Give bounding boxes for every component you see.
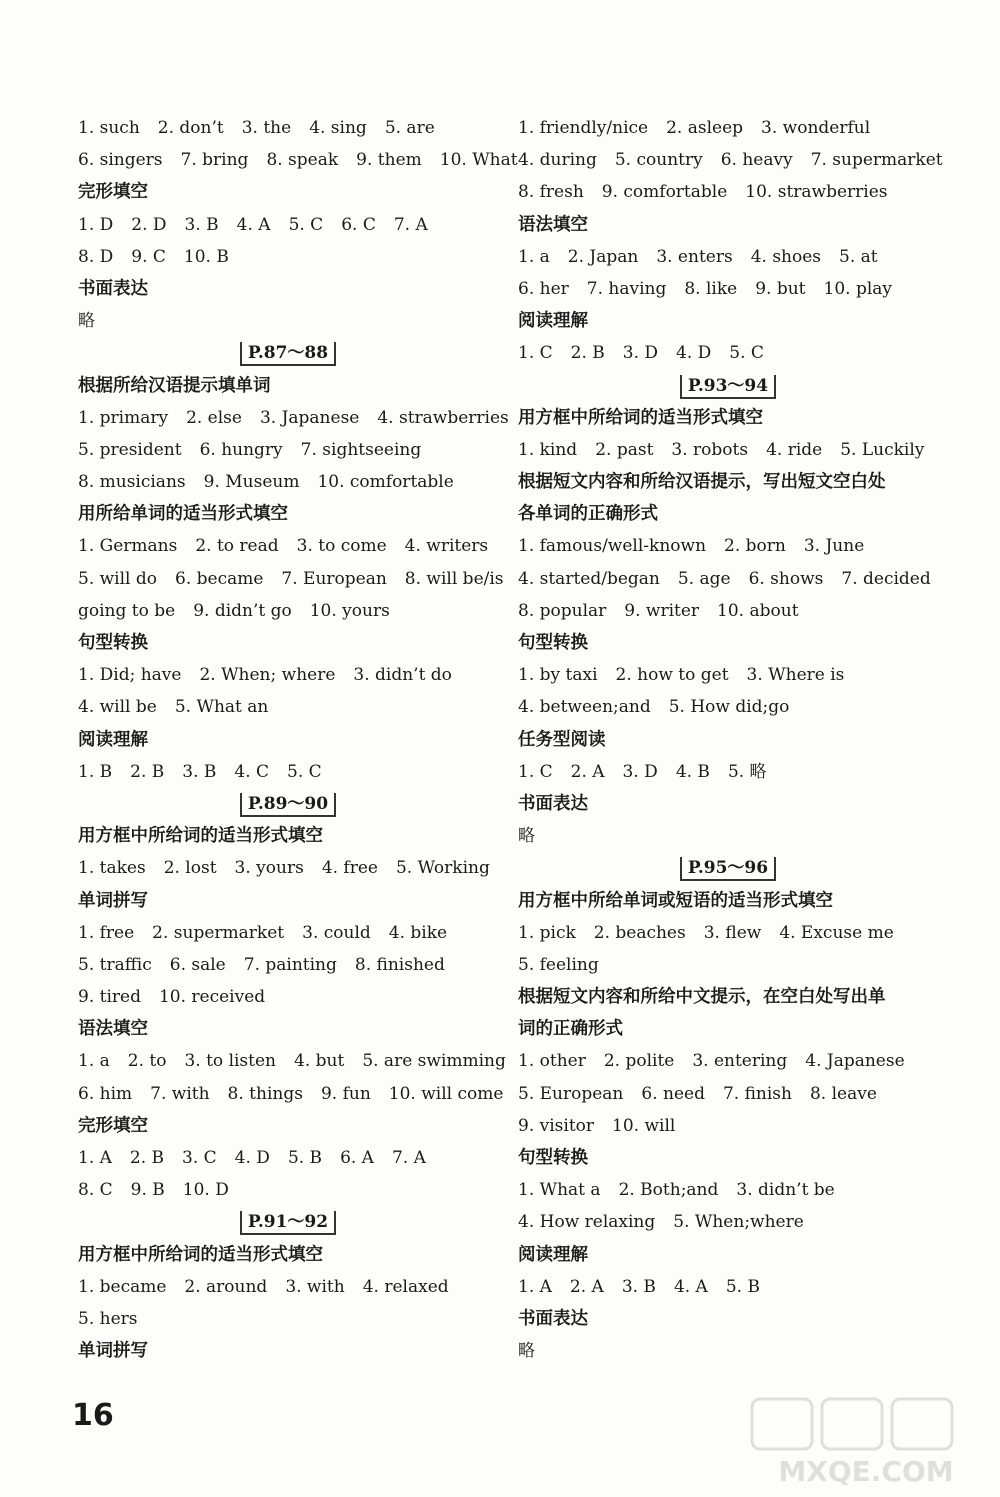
answer-item: 5. European [518, 1083, 624, 1104]
answer-item: 3. C [182, 1148, 217, 1168]
answer-item: 3. Where is [746, 665, 845, 686]
answer-line [78, 402, 509, 434]
answer-item: 9. but [755, 278, 806, 299]
answer-item: 2. past [595, 439, 654, 460]
answer-item: 5. at [839, 246, 878, 267]
section-heading: 各单词的正确形式 [518, 504, 658, 525]
answer-item: 10. comfortable [317, 472, 454, 493]
answer-item: 7. A [393, 214, 428, 235]
answer-item: 4. will be [78, 697, 157, 718]
section-heading: 书面表达 [518, 1308, 588, 1329]
answer-item: 9. them [356, 150, 422, 171]
answer-item: 5. B [287, 1148, 323, 1168]
answer-item: 10. yours [309, 600, 390, 621]
section-heading: 句型转换 [518, 1148, 588, 1168]
section-heading: 用方框中所给词的适当形式填空 [518, 407, 763, 428]
answer-line [78, 691, 498, 723]
answer-item: 5. president [78, 439, 182, 460]
answer-item: 2. born [724, 536, 786, 557]
answer-item: 9. Museum [203, 472, 300, 493]
answer-item: 8. will be/is [404, 568, 504, 589]
answer-item: 7. A [391, 1148, 426, 1168]
answer-line [518, 1271, 938, 1303]
answer-line [518, 273, 938, 305]
answer-item: 2. B [130, 761, 165, 782]
section-heading: 根据短文内容和所给中文提示，在空白处写出单 [518, 987, 886, 1008]
answer-item: 3. the [241, 118, 292, 138]
answer-item: 2. beaches [593, 922, 686, 943]
answer-line [518, 1110, 938, 1142]
answer-item: 3. D [622, 343, 659, 364]
answer-item: 8. like [684, 278, 738, 299]
answer-item: 5. are swimming [362, 1051, 506, 1072]
omitted-answer: 略 [78, 311, 95, 332]
answer-line [518, 176, 938, 208]
answer-item: 4. but [294, 1051, 345, 1072]
answer-line [518, 112, 938, 144]
answer-item: 1. by taxi [518, 665, 598, 686]
page-range-label [78, 1206, 498, 1238]
answer-item: 5. age [677, 568, 731, 589]
page-range-text: P.89～90 [240, 793, 336, 817]
answer-item: 7. with [150, 1083, 210, 1104]
answer-item: 2. D [131, 214, 167, 235]
answer-line [518, 1206, 938, 1238]
answer-item: 4. during [518, 150, 597, 171]
section-heading: 用方框中所给词的适当形式填空 [78, 1244, 323, 1265]
page-number: 16 [72, 1398, 114, 1433]
answer-item: 5. When;where [673, 1212, 804, 1233]
answer-item: 1. friendly/nice [518, 118, 649, 138]
answer-item: 3. flew [703, 922, 762, 943]
answer-item: 3. B [621, 1276, 656, 1297]
answer-item: 3. didn’t do [353, 665, 452, 686]
answer-item: 6. became [175, 568, 264, 589]
answer-item: 4. D [676, 343, 712, 364]
answer-item: 2. A [570, 761, 605, 782]
answer-item: 10. received [158, 987, 266, 1008]
answer-line [518, 756, 938, 788]
answer-item: 8. speak [266, 150, 339, 171]
answer-item: 4. relaxed [362, 1276, 449, 1297]
answer-line [518, 917, 938, 949]
answer-line [78, 434, 498, 466]
answer-item: 1. C [518, 761, 553, 782]
answer-item: 1. Germans [78, 536, 178, 557]
section-heading: 语法填空 [78, 1019, 148, 1040]
answer-line [518, 1078, 938, 1110]
section-heading: 书面表达 [78, 278, 148, 299]
answer-item: 6. singers [78, 150, 163, 171]
answer-item: 3. robots [671, 439, 749, 460]
answer-item: 6. need [641, 1083, 705, 1104]
answer-item: 4. between;and [518, 697, 651, 718]
section-heading: 任务型阅读 [518, 729, 606, 750]
answer-line [78, 949, 498, 981]
answer-line [518, 144, 943, 176]
page-range-text: P.95～96 [680, 857, 776, 881]
answer-item: 2. A [569, 1276, 604, 1297]
answer-item: 4. writers [404, 536, 489, 557]
answer-item: 7. decided [841, 568, 931, 589]
answer-line [518, 241, 938, 273]
answer-item: 4. Excuse me [779, 922, 894, 943]
answer-item: 10. play [823, 278, 893, 299]
answer-item: 5. C [287, 761, 322, 782]
answer-item: 5. are [384, 118, 435, 138]
answer-item: 10. will come [388, 1083, 504, 1104]
answer-item: 4. ride [766, 439, 823, 460]
answer-item: 4. A [673, 1276, 708, 1297]
answer-item: 1. takes [78, 858, 146, 879]
answer-item: 7. finish [722, 1083, 792, 1104]
answer-item: 3. to listen [184, 1051, 277, 1072]
answer-item: 9. comfortable [601, 182, 728, 203]
answer-line [78, 917, 498, 949]
answer-line [518, 691, 938, 723]
answer-item: 1. became [78, 1276, 167, 1297]
answer-item: 10. strawberries [745, 182, 888, 203]
answer-item: 5. 略 [727, 761, 767, 782]
answer-line [78, 209, 498, 241]
answer-item: 6. heavy [720, 150, 793, 171]
answer-item: 3. yours [234, 858, 304, 879]
answer-item: 10. about [717, 600, 799, 621]
answer-item: 4. free [321, 858, 378, 879]
answer-line [518, 595, 938, 627]
answer-item: 6. C [341, 214, 376, 235]
answer-item: 1. pick [518, 922, 576, 943]
answer-line [78, 241, 498, 273]
answer-item: 4. C [234, 761, 270, 782]
answer-item: 6. hungry [199, 439, 283, 460]
answer-item: 1. kind [518, 439, 578, 460]
answer-item: 2. to [127, 1051, 167, 1072]
answer-item: 2. how to get [615, 665, 729, 686]
answer-item: 8. popular [518, 600, 607, 621]
answer-item: 1. B [78, 761, 113, 782]
answer-item: 6. A [340, 1148, 374, 1168]
answer-line [78, 981, 498, 1013]
answer-item: 2. Japan [567, 246, 639, 267]
answer-item: 5. Luckily [840, 439, 925, 460]
answer-line [78, 563, 504, 595]
answer-item: 2. B [129, 1148, 165, 1168]
answer-item: 5. Working [395, 858, 490, 879]
answer-line [78, 852, 498, 884]
answer-line [518, 1174, 938, 1206]
page-range-label [78, 337, 498, 369]
section-heading: 用方框中所给单词或短语的适当形式填空 [518, 890, 833, 911]
answer-item: 2. to read [195, 536, 279, 557]
answer-item: 1. D [78, 214, 114, 235]
answer-line [518, 563, 938, 595]
answer-line [78, 112, 498, 144]
section-heading: 单词拼写 [78, 890, 148, 911]
omitted-answer: 略 [518, 1341, 535, 1362]
answer-item: 1. What a [518, 1180, 601, 1201]
section-heading: 完形填空 [78, 1115, 148, 1136]
watermark-text: MXQE.COM [778, 1455, 954, 1488]
answer-item: 4. bike [388, 922, 448, 943]
answer-item: 3. D [622, 761, 658, 782]
answer-line [518, 530, 938, 562]
answer-item: 7. painting [243, 954, 337, 975]
answer-item: 5. What an [174, 697, 269, 718]
answer-seal-icon [752, 1399, 952, 1449]
answer-line [78, 1303, 498, 1335]
answer-line [78, 530, 498, 562]
answer-item: 4. A [236, 214, 271, 235]
omitted-answer: 略 [518, 826, 535, 847]
answer-item: 1. other [518, 1051, 586, 1072]
answer-line [78, 595, 498, 627]
page-range-text: P.87～88 [240, 342, 336, 366]
answer-item: 1. a [78, 1051, 110, 1072]
answer-line [518, 434, 938, 466]
left-column [78, 112, 518, 1367]
watermark-logo [746, 1393, 986, 1489]
answer-item: 10. B [183, 246, 229, 267]
answer-item: 4. started/began [518, 568, 660, 589]
answer-item: 6. shows [748, 568, 824, 589]
answer-item: 9. C [131, 246, 166, 267]
answer-item: 3. could [302, 922, 371, 943]
answer-item: 4. Japanese [805, 1051, 905, 1072]
answer-item: 2. around [184, 1276, 268, 1297]
section-heading: 根据所给汉语提示填单词 [78, 375, 271, 396]
answer-item: 5. country [614, 150, 703, 171]
answer-item: 5. How did;go [668, 697, 790, 718]
answer-line [518, 337, 938, 369]
answer-item: 9. fun [320, 1083, 371, 1104]
section-heading: 根据短文内容和所给汉语提示，写出短文空白处 [518, 472, 886, 493]
section-heading: 书面表达 [518, 793, 588, 814]
answer-line [78, 756, 498, 788]
right-column [518, 112, 943, 1367]
answer-item: 9. visitor [518, 1115, 595, 1136]
answer-item: 2. lost [163, 858, 217, 879]
answer-item: 7. sightseeing [300, 439, 422, 460]
section-heading: 单词拼写 [78, 1341, 148, 1362]
page-range-label [78, 788, 498, 820]
answer-item: 1. primary [78, 407, 169, 428]
page-range-label [518, 370, 938, 402]
section-heading: 词的正确形式 [518, 1019, 623, 1040]
answer-item: 5. traffic [78, 954, 152, 975]
answer-item: 9. B [130, 1180, 165, 1201]
answer-line [78, 1045, 506, 1077]
answer-item: 8. finished [354, 954, 445, 975]
answer-item: 8. C [78, 1180, 113, 1201]
answer-item: 3. June [803, 536, 865, 557]
section-heading: 用方框中所给词的适当形式填空 [78, 826, 323, 847]
answer-item: 8. D [78, 246, 114, 267]
answer-item: 3. wonderful [761, 118, 871, 138]
section-heading: 句型转换 [518, 633, 588, 653]
answer-item: 4. strawberries [377, 407, 509, 428]
answer-item: 1. A [518, 1276, 552, 1297]
answer-item: 2. B [570, 343, 605, 364]
answer-item: 9. writer [624, 600, 700, 621]
answer-item: 8. fresh [518, 182, 584, 203]
answer-item: 5. hers [78, 1308, 138, 1329]
answer-item: 1. a [518, 246, 550, 267]
answer-line [78, 1078, 504, 1110]
section-heading: 阅读理解 [78, 729, 148, 750]
answer-item: 4. sing [309, 118, 367, 138]
answer-item: 6. sale [169, 954, 226, 975]
answer-item: 5. B [725, 1276, 760, 1297]
answer-item: 1. Did; have [78, 665, 182, 686]
answer-item: 1. famous/well-known [518, 536, 707, 557]
answer-item: 4. shoes [750, 246, 822, 267]
page-range-text: P.93～94 [680, 375, 776, 399]
answer-item: 10. will [612, 1115, 676, 1136]
section-heading: 阅读理解 [518, 311, 588, 332]
answer-item: going to be [78, 600, 176, 621]
answer-item: 3. entering [692, 1051, 788, 1072]
answer-item: 3. B [184, 214, 219, 235]
answer-line [78, 1174, 498, 1206]
answer-item: 3. didn’t be [736, 1180, 835, 1201]
answer-item: 3. to come [296, 536, 387, 557]
answer-item: 7. supermarket [810, 150, 943, 171]
page-range-text: P.91～92 [240, 1211, 336, 1235]
answer-line [518, 1045, 938, 1077]
section-heading: 语法填空 [518, 214, 588, 235]
answer-item: 5. C [729, 343, 764, 364]
answer-item: 4. How relaxing [518, 1212, 656, 1233]
answer-line [78, 144, 518, 176]
answer-item: 2. Both;and [618, 1180, 719, 1201]
answer-item: 10. D [182, 1180, 229, 1201]
answer-item: 6. her [518, 278, 569, 299]
answer-item: 2. When; where [199, 665, 336, 686]
answer-item: 1. such [78, 118, 140, 138]
answer-item: 2. asleep [666, 118, 744, 138]
answer-item: 7. having [586, 278, 667, 299]
section-heading: 完形填空 [78, 182, 148, 203]
answer-item: 1. C [518, 343, 553, 364]
answer-item: 4. D [234, 1148, 270, 1168]
answer-item: 2. polite [603, 1051, 675, 1072]
answer-item: 3. enters [656, 246, 733, 267]
answer-item: 9. didn’t go [193, 600, 292, 621]
section-heading: 句型转换 [78, 633, 148, 653]
answer-item: 5. C [288, 214, 324, 235]
answer-item: 2. supermarket [152, 922, 285, 943]
answer-item: 9. tired [78, 987, 141, 1008]
answer-line [78, 466, 498, 498]
answer-line [518, 659, 938, 691]
answer-item: 2. don’t [157, 118, 224, 138]
answer-line [518, 949, 938, 981]
answer-item: 5. will do [78, 568, 158, 589]
answer-item: 6. him [78, 1083, 133, 1104]
section-heading: 阅读理解 [518, 1244, 588, 1265]
answer-line [78, 1271, 498, 1303]
answer-item: 7. European [281, 568, 387, 589]
answer-item: 4. B [675, 761, 710, 782]
answer-item: 2. else [186, 407, 242, 428]
answer-line [78, 659, 498, 691]
section-heading: 用所给单词的适当形式填空 [78, 504, 288, 525]
answer-item: 8. leave [809, 1083, 877, 1104]
answer-item: 1. A [78, 1148, 112, 1168]
answer-line [78, 1142, 498, 1174]
page-range-label [518, 852, 938, 884]
answer-item: 8. things [227, 1083, 303, 1104]
answer-item: 3. B [182, 761, 217, 782]
answer-item: 7. bring [180, 150, 249, 171]
answer-item: 5. feeling [518, 954, 599, 975]
answer-item: 10. What [439, 150, 518, 171]
answer-item: 3. with [285, 1276, 345, 1297]
answer-item: 1. free [78, 922, 135, 943]
answer-item: 3. Japanese [259, 407, 360, 428]
answer-item: 8. musicians [78, 472, 186, 493]
